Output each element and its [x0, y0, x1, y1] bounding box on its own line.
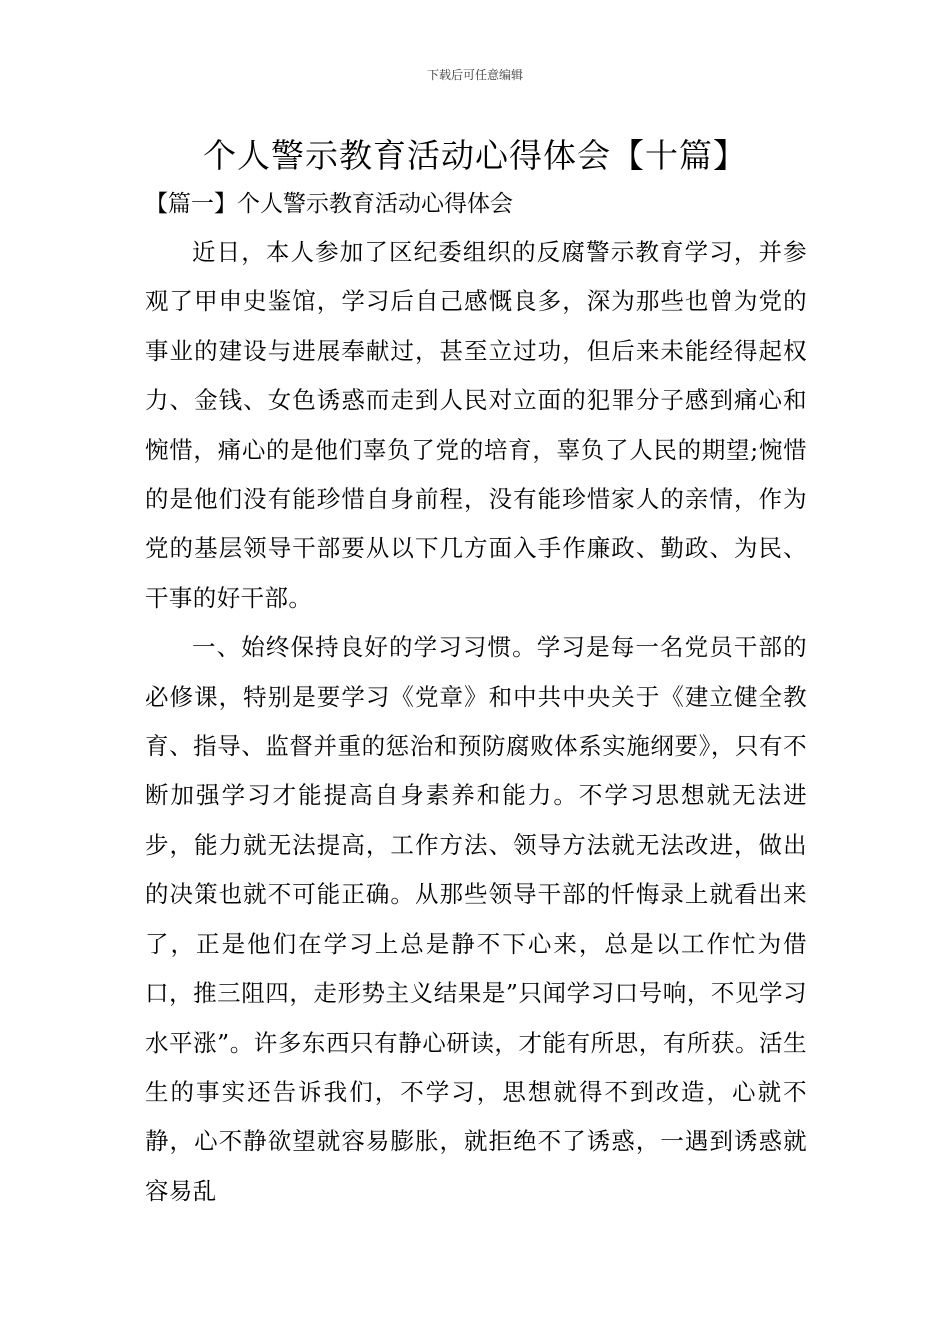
document-body — [145, 228, 807, 1216]
section-heading: 【篇一】个人警示教育活动心得体会 — [145, 191, 513, 217]
paragraph: 近日，本人参加了区纪委组织的反腐警示教育学习，并参观了甲申史鉴馆，学习后自己感慨良多，深为那些也曾为党的事业的建设与进展奉献过，甚至立过功，但后来未能经得起权力、金钱、女色诱惑而走到人民对立面的犯罪分子感到痛心和惋惜，痛心的是他们辜负了党的培育，辜负了人民的期望;惋惜的是他们没有能珍惜自身前程，没有能珍惜家人的亲情，作为党的基层领导干部要从以下几方面入手作廉政、勤政、为民、干事的好干部。 — [145, 238, 807, 612]
header-note: 下载后可任意编辑 — [426, 68, 523, 82]
paragraph: 一、始终保持良好的学习习惯。学习是每一名党员干部的必修课，特别是要学习《党章》和中共中央关于《建立健全教育、指导、监督并重的惩治和预防腐败体系实施纲要》，只有不断加强学习才能提高自身素养和能力。不学习思想就无法进步，能力就无法提高，工作方法、领导方法就无法改进，做出的决策也就不可能正确。从那些领导干部的忏悔录上就看出来了，正是他们在学习上总是静不下心来，总是以工作忙为借口，推三阻四，走形势主义结果是”只闻学习口号响，不见学习水平涨”。许多东西只有静心研读，才能有所思，有所获。活生生的事实还告诉我们，不学习，思想就得不到改造，心就不静，心不静欲望就容易膨胀，就拒绝不了诱惑，一遇到诱惑就容易乱 — [145, 633, 807, 1205]
document-title: 个人警示教育活动心得体会【十篇】 — [203, 136, 747, 175]
